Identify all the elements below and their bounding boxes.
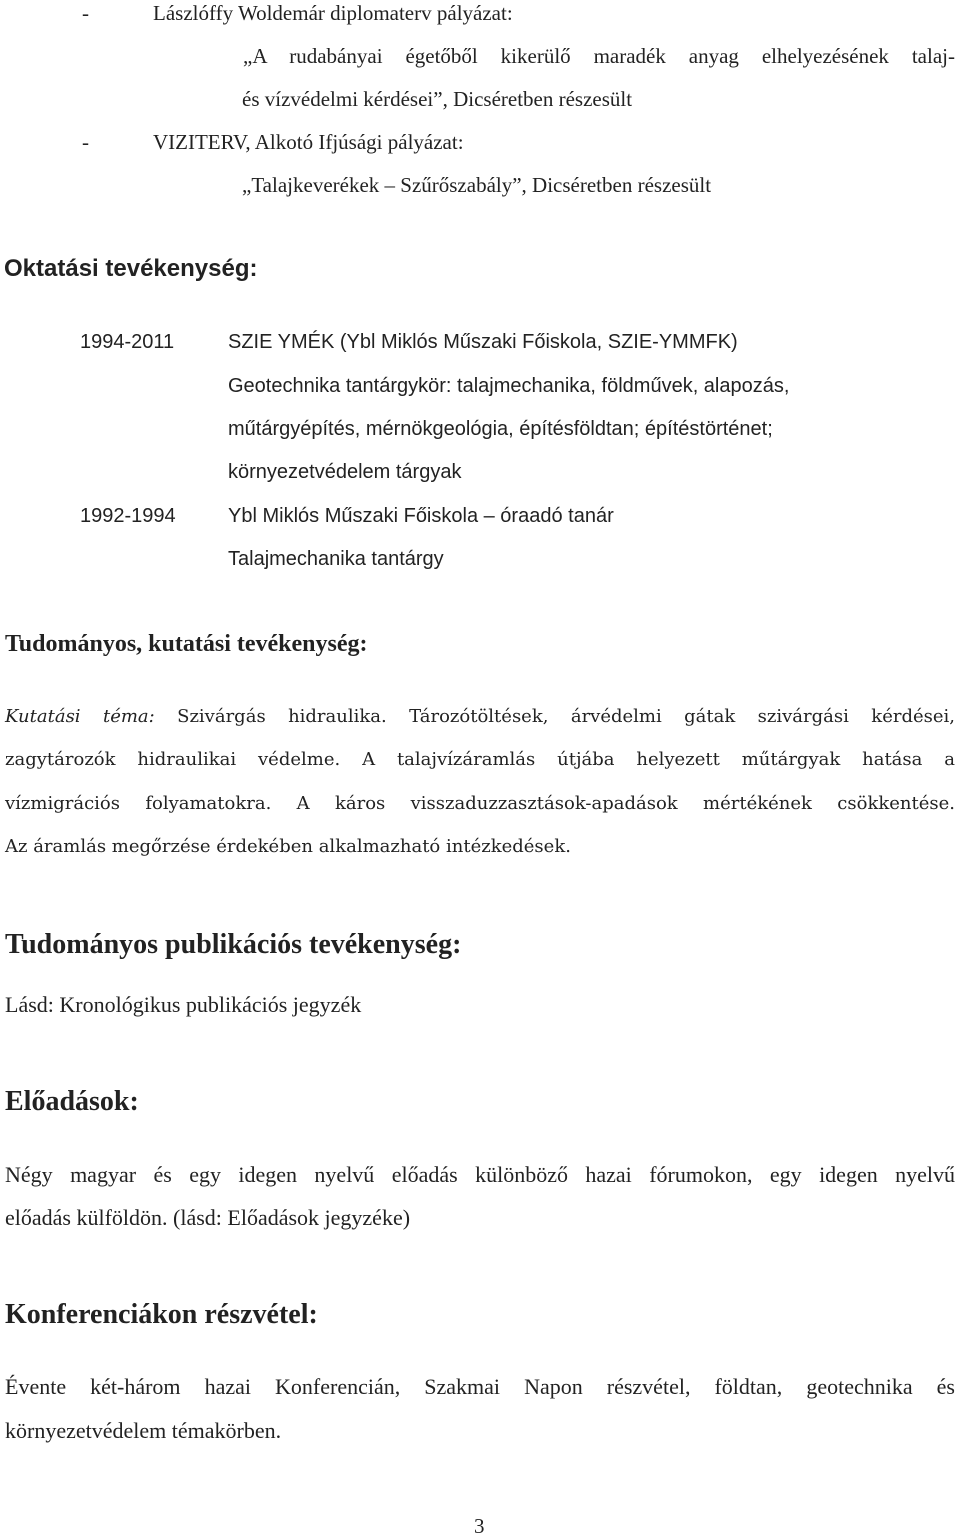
- research-heading: Tudományos, kutatási tevékenység:: [5, 631, 368, 657]
- award-2-line1: „Talajkeverékek – Szűrőszabály”, Dicséretben részesült: [242, 173, 712, 197]
- lectures-line-2: előadás külföldön. (lásd: Előadások jegyzéke): [5, 1205, 411, 1230]
- lectures-heading: Előadások:: [5, 1086, 139, 1117]
- conferences-line-1: Évente két-három hazai Konferencián, Szakmai Napon részvétel, földtan, geotechnika és: [5, 1374, 955, 1399]
- conferences-line-2: környezetvédelem témakörben.: [5, 1418, 282, 1443]
- teaching-entry-1-line-4: környezetvédelem tárgyak: [228, 461, 462, 483]
- teaching-entry-1-line-2: Geotechnika tantárgykör: talajmechanika, földművek, alapozás,: [228, 375, 790, 397]
- award-1-line1: „A rudabányai égetőből kikerülő maradék anyag elhelyezésének talaj-: [243, 44, 955, 68]
- teaching-entry-2-line-1: Ybl Miklós Műszaki Főiskola – óraadó tanár: [228, 505, 614, 527]
- research-topic-label: Kutatási téma:: [5, 706, 155, 727]
- teaching-years-1: 1994-2011: [80, 331, 175, 353]
- award-1-dash: -: [82, 1, 89, 25]
- research-line-1-text: Szivárgás hidraulika. Tározótöltések, árvédelmi gátak szivárgási kérdései,: [177, 706, 955, 727]
- research-line-1: [5, 705, 955, 729]
- teaching-entry-1-line-3: műtárgyépítés, mérnökgeológia, építésföldtan; építéstörténet;: [228, 418, 773, 440]
- conferences-heading: Konferenciákon részvétel:: [5, 1299, 318, 1330]
- award-1-title: Lászlóffy Woldemár diplomaterv pályázat:: [153, 1, 513, 25]
- page-number: 3: [474, 1514, 485, 1538]
- research-line-4: Az áramlás megőrzése érdekében alkalmazható intézkedések.: [5, 836, 571, 857]
- publications-heading: Tudományos publikációs tevékenység:: [5, 929, 462, 960]
- award-2-dash: -: [82, 130, 89, 154]
- teaching-heading: Oktatási tevékenység:: [4, 255, 258, 282]
- teaching-entry-1-line-1: SZIE YMÉK (Ybl Miklós Műszaki Főiskola, SZIE-YMMFK): [228, 331, 738, 353]
- research-line-3: vízmigrációs folyamatokra. A káros visszaduzzasztások-apadások mértékének csökkentése.: [5, 793, 955, 814]
- research-line-2: zagytározók hidraulikai védelme. A talajvízáramlás útjába helyezett műtárgyak hatása a: [5, 749, 955, 770]
- teaching-years-2: 1992-1994: [80, 505, 176, 527]
- award-1-line2: és vízvédelmi kérdései”, Dicséretben részesült: [242, 87, 633, 111]
- teaching-entry-2-line-2: Talajmechanika tantárgy: [228, 548, 444, 570]
- award-2-title: VIZITERV, Alkotó Ifjúsági pályázat:: [153, 130, 464, 154]
- publications-text: Lásd: Kronológikus publikációs jegyzék: [5, 992, 362, 1017]
- lectures-line-1: Négy magyar és egy idegen nyelvű előadás különböző hazai fórumokon, egy idegen nyelvű: [5, 1162, 955, 1187]
